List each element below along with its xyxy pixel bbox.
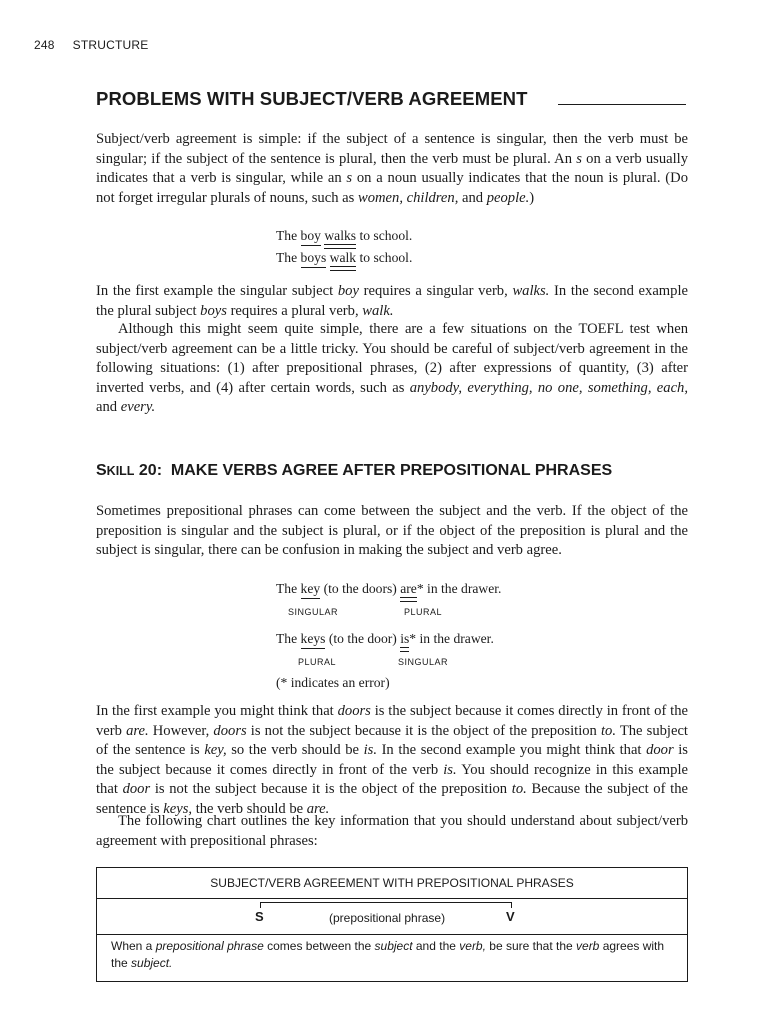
skill-example-2: The keys (to the door) is* in the drawer. — [276, 631, 494, 646]
skill-paragraph-1: Sometimes prepositional phrases can come between the subject and the verb. If the object of the preposition is singular and the subject is plural, or if the object of the preposition is plural and the subject is singular, there can be confusion in making the subject and verb agree. — [96, 503, 688, 559]
title-rule — [558, 104, 686, 105]
intro-paragraph-3: Although this might seem quite simple, there are a few situations on the TOEFL test when subject/verb agreement can be a little tricky. You should be careful of subject/verb agreement in the following situations: (1) after prepositional phrases, (2) after expressions of quantity, (3) after inverted verbs, and (4) after certain words, such as anybody, everything, no one, something, each, and every. — [96, 321, 688, 416]
intro-paragraph-2: In the first example the singular subject boy requires a singular verb, walks. In the second example the plural subject boys requires a plural verb, walk. — [96, 283, 688, 319]
bracket-tick-right — [511, 902, 512, 908]
example-sentence-singular: The boy walks to school. — [276, 228, 413, 243]
skill-paragraph-3: The following chart outlines the key information that you should understand about subject/verb agreement with prepositional phrases: — [96, 813, 688, 849]
chart-phrase-label: (prepositional phrase) — [329, 911, 446, 925]
example-subject: boy — [300, 228, 321, 243]
chart-subject-label: S — [255, 909, 264, 924]
intro-paragraph-1: Subject/verb agreement is simple: if the subject of a sentence is singular, then the verb must be singular; if the subject of the sentence is plural, then the verb must be plural. An s on a verb usually indicates that a verb is singular, while an s on a noun usually indicates that the noun is plural. (Do not forget irregular plurals of nouns, such as women, children, and people.) — [96, 131, 688, 206]
chart-title: SUBJECT/VERB AGREEMENT WITH PREPOSITIONAL PHRASES — [97, 868, 687, 899]
skill-paragraph-2: In the first example you might think that doors is the subject because it comes directly in front of the verb are. However, doors is not the subject because it is the object of the preposition to. The subject of the sentence is key, so the verb should be is. In the second example you might think that door is the subject because it comes directly in front of the verb is. You should recognize in this example that door is not the subject because it is the object of the preposition to. Because the subject of the sentence is keys, the verb should be are. — [96, 703, 688, 817]
bracket-tick-left — [260, 902, 261, 908]
example-verb: walk — [329, 250, 357, 265]
chart-rule-text: When a prepositional phrase comes between the subject and the verb, be sure that the verb agrees with the subject. — [111, 939, 665, 970]
rule-chart — [96, 867, 688, 982]
page-number: 248 — [34, 38, 55, 52]
skill-example-1: The key (to the doors) are* in the drawer. — [276, 581, 502, 596]
example-verb: walks — [324, 228, 357, 243]
example-subject: boys — [300, 250, 327, 265]
tag-plural: PLURAL — [404, 607, 443, 617]
tag-singular-2: SINGULAR — [398, 657, 449, 667]
tag-singular: SINGULAR — [288, 607, 339, 617]
running-head — [34, 38, 148, 52]
skill-heading: SKILL 20: MAKE VERBS AGREE AFTER PREPOSITIONAL PHRASES — [96, 462, 613, 479]
tag-plural-2: PLURAL — [298, 657, 337, 667]
bracket-line — [260, 902, 512, 903]
section-label: STRUCTURE — [72, 38, 149, 52]
chart-verb-label: V — [506, 909, 515, 924]
chart-diagram — [97, 899, 687, 935]
page-title: PROBLEMS WITH SUBJECT/VERB AGREEMENT — [96, 88, 528, 109]
error-note: (* indicates an error) — [276, 675, 390, 690]
example-sentence-plural: The boys walk to school. — [276, 250, 413, 265]
skill-title: MAKE VERBS AGREE AFTER PREPOSITIONAL PHRASES — [170, 462, 613, 479]
